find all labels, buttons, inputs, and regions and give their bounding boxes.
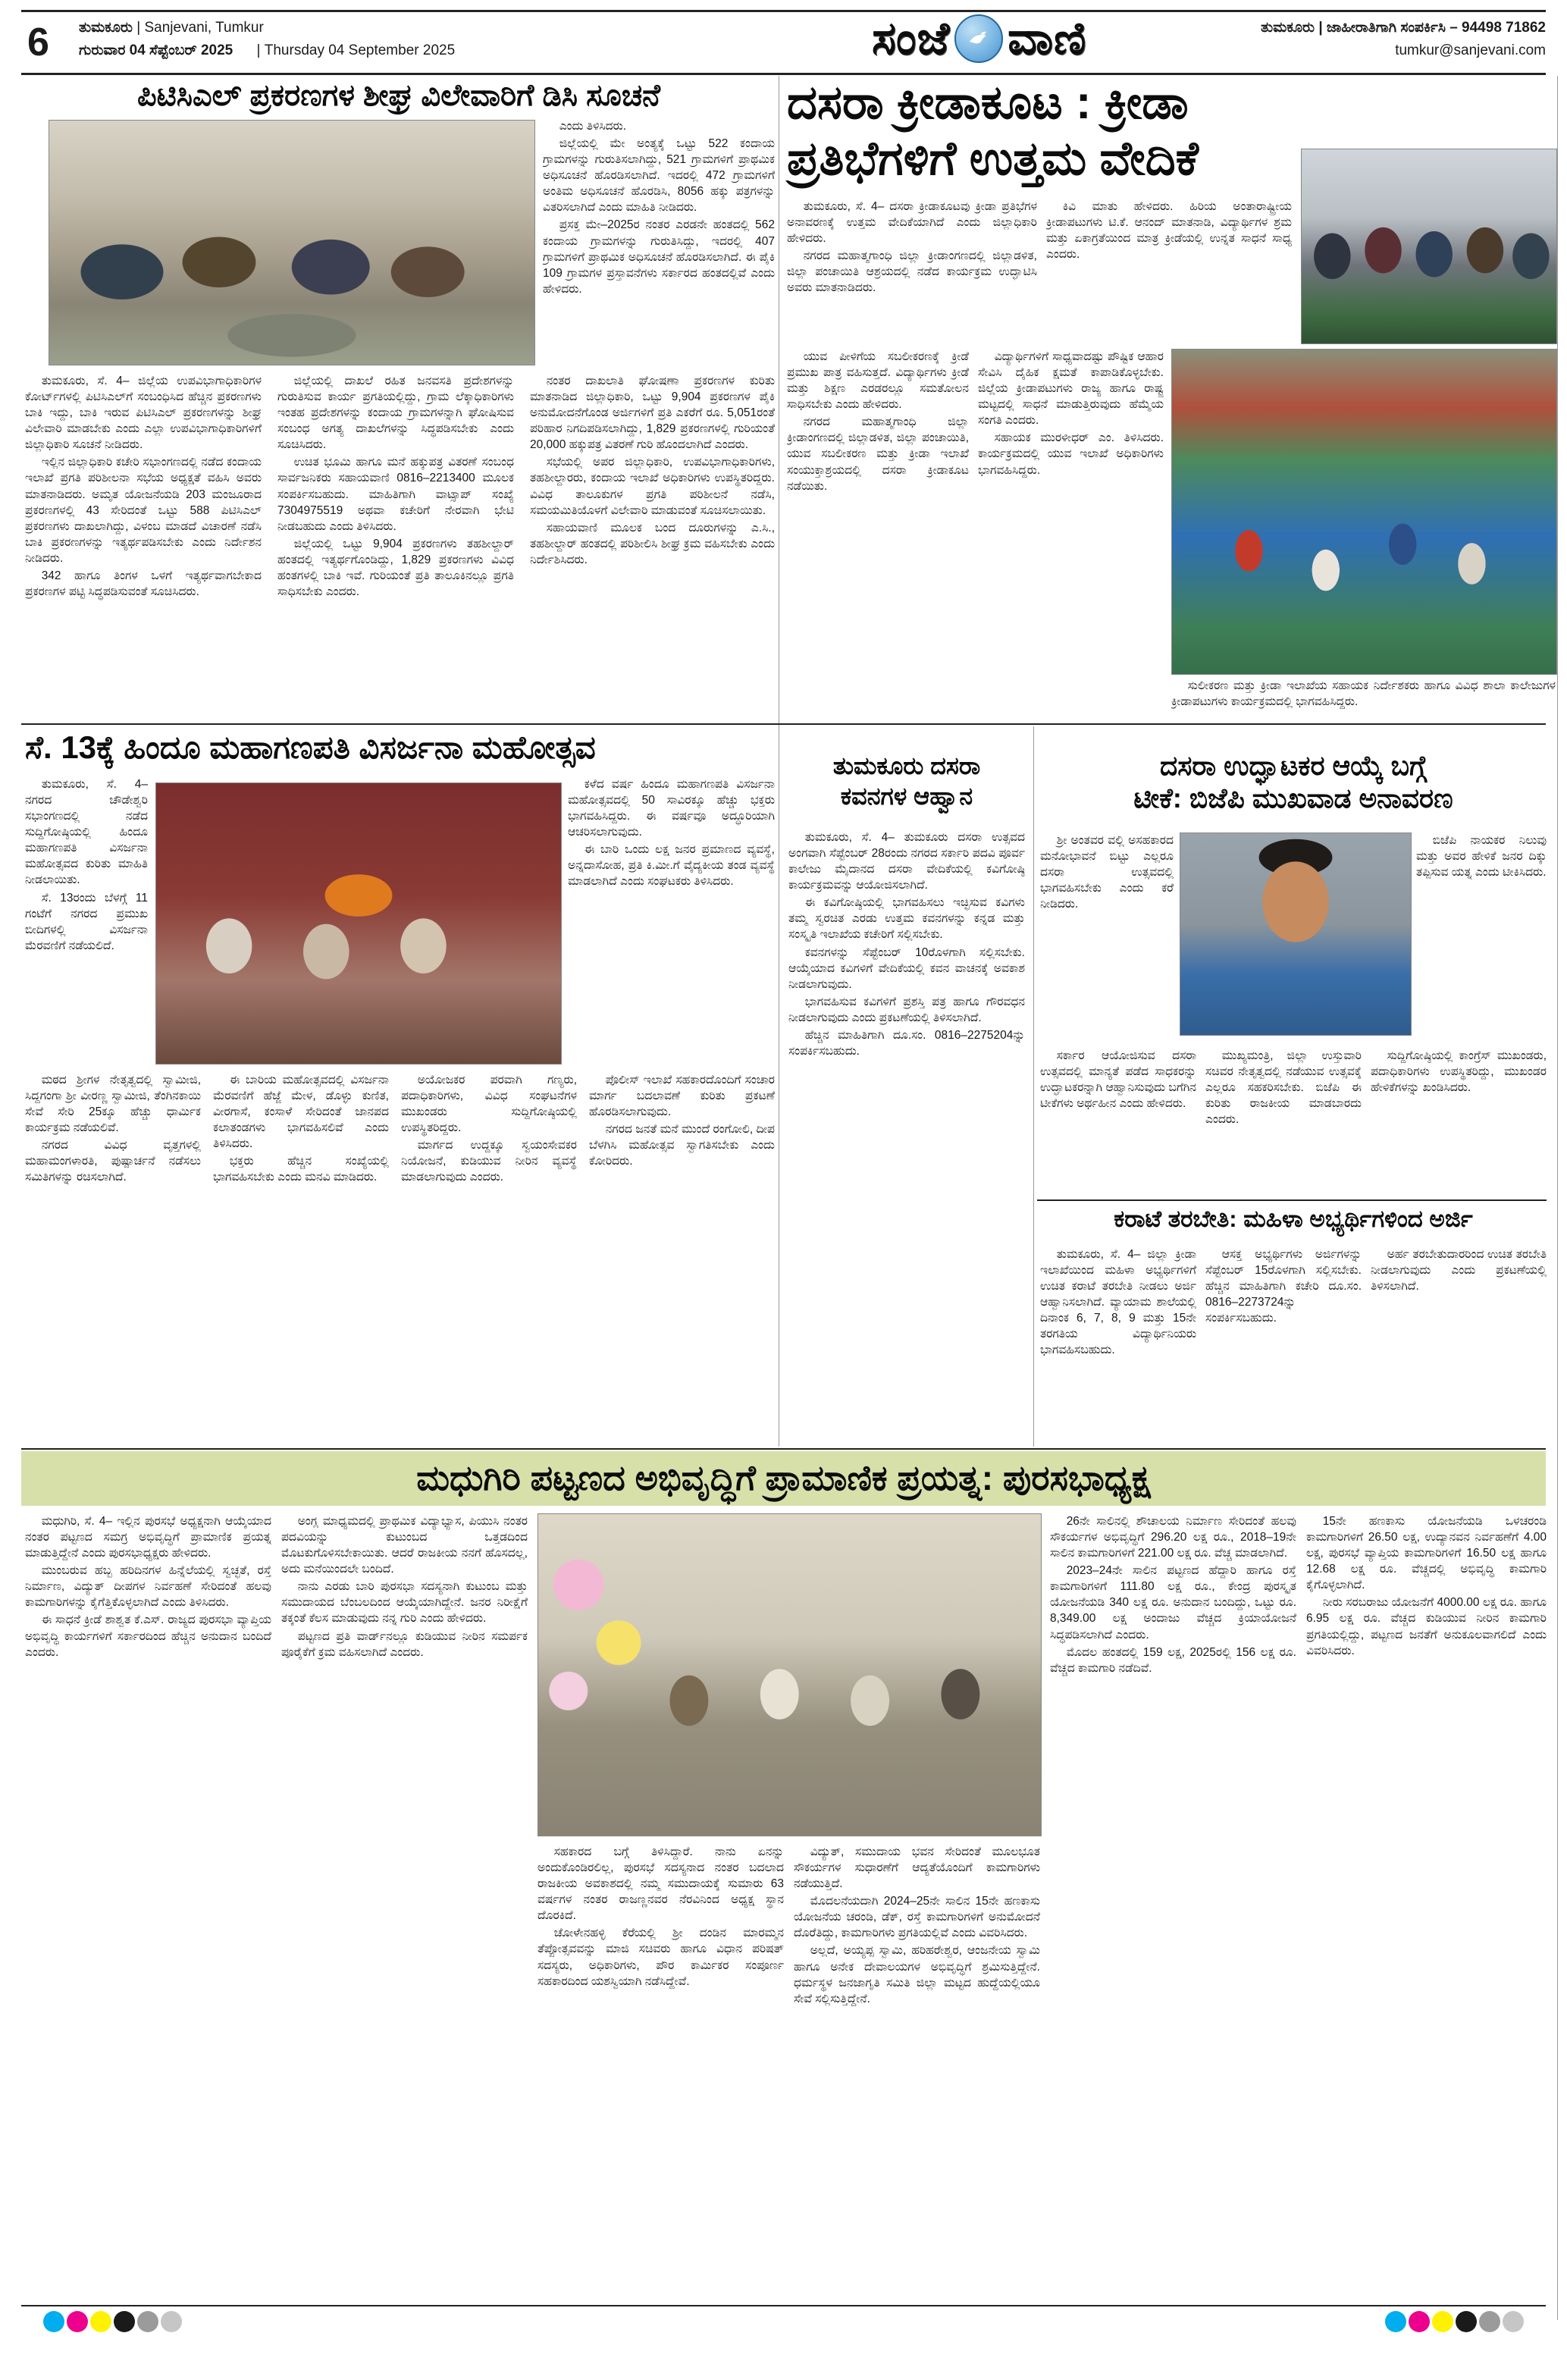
kavana-headline (785, 751, 1028, 811)
karate-headline: ಕರಾಟೆ ತರಬೇತಿ: ಮಹಿಳಾ ಅಭ್ಯರ್ಥಿಗಳಿಂದ ಅರ್ಜಿ (1114, 1206, 1473, 1232)
header-left-meta (79, 20, 455, 59)
body-paragraph: 26ನೇ ಸಾಲಿನಲ್ಲಿ ಶೌಚಾಲಯ ನಿರ್ಮಾಣ ಸೇರಿದಂತೆ ಹಲವು ಸೌಕರ್ಯಗಳ ಅಭಿವೃದ್ಧಿಗೆ 296.20 ಲಕ್ಷ ರೂ., 2018–19ನೇ ಸಾಲಿನ ಕಾಮಗಾರಿಗಳಿಗೆ 221.00 ಲಕ್ಷ ರೂ. ವೆಚ್ಚ ಮಾಡಲಾಗಿದೆ. (1050, 1515, 1296, 1560)
body-paragraph: ಪಟ್ಟಣದ ಪ್ರತಿ ವಾರ್ಡ್‌ನಲ್ಲೂ ಕುಡಿಯುವ ನೀರಿನ ಸಮರ್ಪಕ ಪೂರೈಕೆಗೆ ಕ್ರಮ ವಹಿಸಲಾಗಿದೆ ಎಂದರು. (281, 1629, 528, 1659)
body-paragraph: ನಗರದ ಜನತೆ ಮನೆ ಮುಂದೆ ರಂಗೋಲಿ, ದೀಪ ಬೆಳಗಿಸಿ ಮಹೋತ್ಸವ ಸ್ವಾಗತಿಸಬೇಕು ಎಂದು ಕೋರಿದರು. (589, 1123, 775, 1168)
section-rule (21, 723, 1546, 725)
body-paragraph: ತುಮಕೂರು, ಸೆ. 4– ಜಿಲ್ಲಾ ಕ್ರೀಡಾ ಇಲಾಖೆಯಿಂದ ಮಹಿಳಾ ಅಭ್ಯರ್ಥಿಗಳಿಗೆ ಉಚಿತ ಕರಾಟೆ ತರಬೇತಿ ನೀಡಲು ಅರ್ಜಿ ಆಹ್ವಾನಿಸಲಾಗಿದೆ. ವ್ಯಾಯಾಮ ಶಾಲೆಯಲ್ಲಿ ದಿನಾಂಕ 6, 7, 8, 9 ಮತ್ತು 15ನೇ ತರಗತಿಯ ವಿದ್ಯಾರ್ಥಿನಿಯರು ಭಾಗವಹಿಸಬಹುದು. (1040, 1248, 1196, 1357)
page-number: 6 (27, 20, 49, 64)
masthead-text-right: ವಾಣಿ (1008, 13, 1087, 64)
body-paragraph: ಕಿವಿ ಮಾತು ಹೇಳಿದರು. ಹಿರಿಯ ಅಂತಾರಾಷ್ಟ್ರೀಯ ಕ್ರೀಡಾಪಟುಗಳು ಟಿ.ಕೆ. ಆನಂದ್ ಮಾತನಾಡಿ, ವಿದ್ಯಾರ್ಥಿಗಳ ಶ್ರಮ ಮತ್ತು ಏಕಾಗ್ರತೆಯಿಂದ ಮಾತ್ರ ಕ್ರೀಡೆಯಲ್ಲಿ ಉನ್ನತ ಸಾಧನೆ ಸಾಧ್ಯ ಎಂದರು. (1046, 200, 1292, 262)
karate-top-rule (1037, 1199, 1547, 1201)
dove-icon (964, 24, 994, 54)
ptcl-headline: ಪಿಟಿಸಿಎಲ್ ಪ್ರಕರಣಗಳ ಶೀಘ್ರ ವಿಲೇವಾರಿಗೆ ಡಿಸಿ ಸೂಚನೆ (136, 79, 660, 112)
body-paragraph: ಮಧುಗಿರಿ, ಸೆ. 4– ಇಲ್ಲಿನ ಪುರಸಭೆ ಅಧ್ಯಕ್ಷನಾಗಿ ಆಯ್ಕೆಯಾದ ನಂತರ ಪಟ್ಟಣದ ಸಮಗ್ರ ಅಭಿವೃದ್ಧಿಗೆ ಪ್ರಾಮಾಣಿಕ ಪ್ರಯತ್ನ ಮಾಡುತ್ತಿದ್ದೇನೆ ಎಂದು ಪುರಸಭಾಧ್ಯಕ್ಷರು ಹೇಳಿದರು. (25, 1515, 271, 1560)
body-paragraph: ಸಹಾಯಕ ಮುರಳೀಧರ್ ಎಂ. ತಿಳಿಸಿದರು. ಕಾರ್ಯಕ್ರಮದಲ್ಲಿ ಯುವ ಇಲಾಖೆ ಅಧಿಕಾರಿಗಳು ಭಾಗವಹಿಸಿದ್ದರು. (978, 431, 1164, 477)
kavana-column (788, 829, 1025, 1442)
body-paragraph: ಅರ್ಹ ತರಬೇತುದಾರರಿಂದ ಉಚಿತ ತರಬೇತಿ ನೀಡಲಾಗುವುದು ಎಂದು ಪ್ರಕಟಣೆಯಲ್ಲಿ ತಿಳಿಸಲಾಗಿದೆ. (1371, 1248, 1547, 1293)
visarjana-left-column (25, 776, 148, 1065)
bjp-column-1 (1040, 1048, 1196, 1193)
body-paragraph: ಮೊದಲ ಹಂತದಲ್ಲಿ 159 ಲಕ್ಷ, 2025ರಲ್ಲಿ 156 ಲಕ್ಷ ರೂ. ವೆಚ್ಚದ ಕಾಮಗಾರಿ ನಡೆದಿವೆ. (1050, 1645, 1296, 1675)
body-paragraph: ಅಂಗ್ಲ ಮಾಧ್ಯಮದಲ್ಲಿ ಪ್ರಾಥಮಿಕ ವಿದ್ಯಾಭ್ಯಾಸ, ಪಿಯುಸಿ ನಂತರ ಪದವಿಯನ್ನು ಕುಟುಂಬದ ಒತ್ತಡದಿಂದ ಮೊಟಕುಗೊಳಿಸಬೇಕಾಯಿತು. ಆದರೆ ರಾಜಕೀಯ ನನಗೆ ಹೊಸದಲ್ಲ, ಅದು ಮನೆಯಿಂದಲೇ ಬಂದಿದೆ. (281, 1515, 528, 1576)
visarjana-column-4 (589, 1072, 775, 1444)
body-paragraph: 2023–24ನೇ ಸಾಲಿನ ಪಟ್ಟಣದ ಹೆದ್ದಾರಿ ಹಾಗೂ ರಸ್ತೆ ಕಾಮಗಾರಿಗಳಿಗೆ 111.80 ಲಕ್ಷ ರೂ., ಕೇಂದ್ರ ಪುರಸ್ಕೃತ ಯೋಜನೆಯಡಿ 340 ಲಕ್ಷ ರೂ. ಅನುದಾನ ಬಂದಿದ್ದು, ಒಟ್ಟು ರೂ. 8,349.00 ಲಕ್ಷ ಅಂದಾಜು ವೆಚ್ಚದ ಕ್ರಿಯಾಯೋಜನೆ ಸಿದ್ಧಪಡಿಸಲಾಗಿದೆ ಎಂದರು. (1050, 1564, 1296, 1642)
body-paragraph: ಮೊದಲನೆಯದಾಗಿ 2024–25ನೇ ಸಾಲಿನ 15ನೇ ಹಣಕಾಸು ಯೋಜನೆಯ ಚರಂಡಿ, ಡೆಕ್, ರಸ್ತೆ ಕಾಮಗಾರಿಗಳಿಗೆ ಅನುಮೋದನೆ ದೊರೆತಿದ್ದು, ಕಾಮಗಾರಿಗಳು ಪ್ರಗತಿಯಲ್ಲಿವೆ ಎಂದು ವಿವರಿಸಿದರು. (794, 1895, 1040, 1940)
body-paragraph: ಜಿಲ್ಲೆಯಲ್ಲಿ ದಾಖಲೆ ರಹಿತ ಜನವಸತಿ ಪ್ರದೇಶಗಳನ್ನು ಗುರುತಿಸುವ ಕಾರ್ಯ ಪ್ರಗತಿಯಲ್ಲಿದ್ದು, ಗ್ರಾಮ ಲೆಕ್ಕಾಧಿಕಾರಿಗಳು ಇಂತಹ ಪ್ರದೇಶಗಳನ್ನು ಕಂದಾಯ ಗ್ರಾಮಗಳನ್ನಾಗಿ ಘೋಷಿಸುವ ಸಂಬಂಧ ಅಗತ್ಯ ದಾಖಲೆಗಳನ್ನು ಸಿದ್ಧಪಡಿಸಬೇಕು ಎಂದು ಸೂಚಿಸಿದರು. (277, 375, 514, 452)
header-edition: | Sanjevani, Tumkur (136, 20, 264, 36)
header-date-en: | Thursday 04 September 2025 (256, 42, 456, 58)
page-edge-rule (1557, 76, 1558, 2320)
masthead-dove-logo-icon (954, 14, 1003, 63)
visarjana-column-3 (401, 1072, 577, 1444)
bottom-rule (21, 2305, 1546, 2306)
print-registration-dot-magenta (67, 2311, 88, 2332)
dasara-sports-intro-column-1 (787, 199, 1037, 343)
column-divider (1033, 726, 1034, 1447)
ptcl-column-1 (25, 373, 262, 719)
visarjana-column-2 (213, 1072, 389, 1444)
kavana-headline-line2: ಕವನಗಳ ಆಹ್ವಾನ (840, 782, 973, 810)
karate-column-3 (1371, 1246, 1547, 1444)
body-paragraph: ಯುವ ಪೀಳಿಗೆಯ ಸಬಲೀಕರಣಕ್ಕೆ ಕ್ರೀಡೆ ಪ್ರಮುಖ ಪಾತ್ರ ವಹಿಸುತ್ತದೆ. ವಿದ್ಯಾರ್ಥಿಗಳು ಕ್ರೀಡೆ ಮತ್ತು ಶಿಕ್ಷಣ ಎರಡರಲ್ಲೂ ಸಮತೋಲನ ಸಾಧಿಸಬೇಕು ಎಂದು ಹೇಳಿದರು. (787, 350, 969, 412)
print-registration-dot-silver (1503, 2311, 1524, 2332)
body-paragraph: ಕವನಗಳನ್ನು ಸೆಪ್ಟೆಂಬರ್ 10ರೊಳಗಾಗಿ ಸಲ್ಲಿಸಬೇಕು. ಆಯ್ಕೆಯಾದ ಕವಿಗಳಿಗೆ ವೇದಿಕೆಯಲ್ಲಿ ಕವನ ವಾಚನಕ್ಕೆ ಅವಕಾಶ ನೀಡಲಾಗುವುದು. (788, 945, 1025, 991)
body-paragraph: ಭಾಗವಹಿಸುವ ಕವಿಗಳಿಗೆ ಪ್ರಶಸ್ತಿ ಪತ್ರ ಹಾಗೂ ಗೌರವಧನ ನೀಡಲಾಗುವುದು ಎಂದು ಪ್ರಕಟಣೆಯಲ್ಲಿ ತಿಳಿಸಲಾಗಿದೆ. (788, 995, 1025, 1024)
madhugiri-column-5 (1050, 1513, 1296, 2303)
dasara-sports-column-2 (978, 349, 1164, 719)
kabaddi-match-photo (1171, 349, 1557, 675)
body-paragraph: ವಿದ್ಯುತ್, ಸಮುದಾಯ ಭವನ ಸೇರಿದಂತೆ ಮೂಲಭೂತ ಸೌಕರ್ಯಗಳ ಸುಧಾರಣೆಗೆ ಆದ್ಯತೆಯೊಂದಿಗೆ ಕಾಮಗಾರಿಗಳು ನಡೆಯುತ್ತಿದೆ. (794, 1845, 1040, 1891)
body-paragraph: ಅಲ್ಲದೆ, ಅಯ್ಯಪ್ಪ ಸ್ವಾಮಿ, ಹರಿಹರೇಶ್ವರ, ಆಂಜನೇಯ ಸ್ವಾಮಿ ಹಾಗೂ ಅನೇಕ ದೇವಾಲಯಗಳ ಅಭಿವೃದ್ಧಿಗೆ ಶ್ರಮಿಸುತ್ತಿದ್ದೇನೆ. ಧರ್ಮಸ್ಥಳ ಜನಜಾಗೃತಿ ಸಮಿತಿ ಜಿಲ್ಲಾ ಮಟ್ಟದ ಹುದ್ದೆಯಲ್ಲಿಯೂ ಸೇವೆ ಸಲ್ಲಿಸುತ್ತಿದ್ದೇನೆ. (794, 1944, 1040, 2005)
section-rule (21, 1448, 1546, 1450)
bjp-left-column (1040, 833, 1174, 1039)
body-paragraph: ಸೆ. 13ರಂದು ಬೆಳಗ್ಗೆ 11 ಗಂಟೆಗೆ ನಗರದ ಪ್ರಮುಖ ಬೀದಿಗಳಲ್ಲಿ ವಿಸರ್ಜನಾ ಮೆರವಣಿಗೆ ನಡೆಯಲಿದೆ. (25, 891, 148, 952)
body-paragraph: ವಿದ್ಯಾರ್ಥಿಗಳಿಗೆ ಸಾಧ್ಯವಾದಷ್ಟು ಪೌಷ್ಟಿಕ ಆಹಾರ ಸೇವಿಸಿ ದೈಹಿಕ ಕ್ಷಮತೆ ಕಾಪಾಡಿಕೊಳ್ಳಬೇಕು. ಜಿಲ್ಲೆಯ ಕ್ರೀಡಾಪಟುಗಳು ರಾಜ್ಯ ಹಾಗೂ ರಾಷ್ಟ್ರ ಮಟ್ಟದಲ್ಲಿ ಸಾಧನೆ ಮಾಡುತ್ತಿರುವುದು ಹೆಮ್ಮೆಯ ಸಂಗತಿ ಎಂದರು. (978, 350, 1164, 428)
header-bottom-rule (21, 73, 1546, 75)
header-right-meta (1261, 20, 1546, 59)
body-paragraph: ನಂತರ ದಾಖಲಾತಿ ಘೋಷಣಾ ಪ್ರಕರಣಗಳ ಕುರಿತು ಮಾತನಾಡಿದ ಜಿಲ್ಲಾಧಿಕಾರಿ, ಒಟ್ಟು 9,904 ಪ್ರಕರಣಗಳ ಪೈಕಿ ಅನುಮೋದನೆಗೊಂಡ ಅರ್ಜಿಗಳಿಗೆ ಪ್ರತಿ ಎಕರೆಗೆ ರೂ. 5,051ರಂತೆ ಪರಿಹಾರ ನಿಗದಿಪಡಿಸಲಾಗಿದ್ದು, 1,829 ಪ್ರಕರಣಗಳಲ್ಲಿ ಗುರಿಯಂತೆ 20,000 ಹಕ್ಕುಪತ್ರ ವಿತರಣೆ ಗುರಿ ಹೊಂದಲಾಗಿದೆ ಎಂದರು. (530, 375, 775, 452)
bjp-headline-line2: ಟೀಕೆ: ಬಿಜೆಪಿ ಮುಖವಾಡ ಅನಾವರಣ (1133, 782, 1453, 814)
dasara-sports-column-1 (787, 349, 969, 719)
dasara-sports-headline-line1: ದಸರಾ ಕ್ರೀಡಾಕೂಟ : ಕ್ರೀಡಾ (787, 77, 1189, 129)
body-paragraph: ಸಭೆಯಲ್ಲಿ ಅಪರ ಜಿಲ್ಲಾಧಿಕಾರಿ, ಉಪವಿಭಾಗಾಧಿಕಾರಿಗಳು, ತಹಶೀಲ್ದಾರರು, ಕಂದಾಯ ಇಲಾಖೆ ಅಧಿಕಾರಿಗಳು ಉಪಸ್ಥಿತರಿದ್ದರು. ವಿವಿಧ ತಾಲೂಕುಗಳ ಪ್ರಗತಿ ಪರಿಶೀಲನೆ ನಡೆಸಿ, ಸಮಯಮಿತಿಯೊಳಗೆ ವಿಲೇವಾರಿ ಮಾಡುವಂತೆ ಸೂಚಿಸಲಾಯಿತು. (530, 456, 775, 517)
print-registration-dot-cyan (43, 2311, 64, 2332)
visarjana-press-meet-photo (155, 782, 562, 1065)
visarjana-headline: ಸೆ. 13ಕ್ಕೆ ಹಿಂದೂ ಮಹಾಗಣಪತಿ ವಿಸರ್ಜನಾ ಮಹೋತ್ಸವ (25, 729, 596, 765)
body-paragraph: ಆಸಕ್ತ ಅಭ್ಯರ್ಥಿಗಳು ಅರ್ಜಿಗಳನ್ನು ಸೆಪ್ಟೆಂಬರ್ 15ರೊಳಗಾಗಿ ಸಲ್ಲಿಸಬೇಕು. ಹೆಚ್ಚಿನ ಮಾಹಿತಿಗಾಗಿ ಕಚೇರಿ ದೂ.ಸಂ. 0816–2273724ನ್ನು ಸಂಪರ್ಕಿಸಬಹುದು. (1205, 1248, 1362, 1325)
karate-column-2 (1205, 1246, 1362, 1444)
body-paragraph: ಮುಂಬರುವ ಹಬ್ಬ ಹರಿದಿನಗಳ ಹಿನ್ನೆಲೆಯಲ್ಲಿ ಸ್ವಚ್ಛತೆ, ರಸ್ತೆ ನಿರ್ಮಾಣ, ವಿದ್ಯುತ್ ದೀಪಗಳ ನಿರ್ವಹಣೆ ಸೇರಿದಂತೆ ಹಲವು ಕಾಮಗಾರಿಗಳನ್ನು ಕೈಗೆತ್ತಿಕೊಳ್ಳಲಾಗಿದೆ ಎಂದು ತಿಳಿಸಿದರು. (25, 1564, 271, 1610)
body-paragraph: ಬಿಜೆಪಿ ನಾಯಕರ ನಿಲುವು ಮತ್ತು ಅವರ ಹೇಳಿಕೆ ಜನರ ದಿಕ್ಕು ತಪ್ಪಿಸುವ ಯತ್ನ ಎಂದು ಟೀಕಿಸಿದರು. (1416, 834, 1547, 880)
print-registration-dot-black (114, 2311, 135, 2332)
bjp-headline-line1: ದಸರಾ ಉದ್ಘಾಟಕರ ಆಯ್ಕೆ ಬಗ್ಗೆ (1159, 750, 1428, 781)
body-paragraph: ಶ್ರೀ ಅಂತವರ ವಲ್ಲಿ ಅಸಹಕಾರದ ಮನೋಭಾವನೆ ಬಿಟ್ಟು ಎಲ್ಲರೂ ದಸರಾ ಉತ್ಸವದಲ್ಲಿ ಭಾಗವಹಿಸಬೇಕು ಎಂದು ಕರೆ ನೀಡಿದರು. (1040, 834, 1174, 911)
header-city: ತುಮಕೂರು (79, 20, 133, 36)
ptcl-column-2 (277, 373, 514, 719)
body-paragraph: ಮಾರ್ಗದ ಉದ್ದಕ್ಕೂ ಸ್ವಯಂಸೇವಕರ ನಿಯೋಜನೆ, ಕುಡಿಯುವ ನೀರಿನ ವ್ಯವಸ್ಥೆ ಮಾಡಲಾಗುವುದು ಎಂದರು. (401, 1139, 577, 1184)
body-paragraph: 15ನೇ ಹಣಕಾಸು ಯೋಜನೆಯಡಿ ಒಳಚರಂಡಿ ಕಾಮಗಾರಿಗಳಿಗೆ 26.50 ಲಕ್ಷ, ಉದ್ಯಾನವನ ನಿರ್ವಹಣೆಗೆ 4.00 ಲಕ್ಷ, ಪುರಸಭೆ ವ್ಯಾಪ್ತಿಯ ಕಾಮಗಾರಿಗಳಿಗೆ 16.50 ಲಕ್ಷ ಹಾಗೂ 12.68 ಲಕ್ಷ ರೂ. ವೆಚ್ಚದಲ್ಲಿ ಅಭಿವೃದ್ಧಿ ಕಾಮಗಾರಿ ಕೈಗೊಳ್ಳಲಾಗಿದೆ. (1306, 1515, 1547, 1592)
body-paragraph: ಇಲ್ಲಿನ ಜಿಲ್ಲಾಧಿಕಾರಿ ಕಚೇರಿ ಸಭಾಂಗಣದಲ್ಲಿ ನಡೆದ ಕಂದಾಯ ಇಲಾಖೆ ಪ್ರಗತಿ ಪರಿಶೀಲನಾ ಸಭೆಯ ಅಧ್ಯಕ್ಷತೆ ವಹಿಸಿ ಅವರು ಮಾತನಾಡಿದರು. ಅಮೃತ ಯೋಜನೆಯಡಿ 203 ಮಂಜೂರಾದ ಪ್ರಕರಣಗಳಲ್ಲಿ 43 ಸೇರಿದಂತೆ ಒಟ್ಟು 588 ಪಿಟಿಸಿಎಲ್ ಪ್ರಕರಣಗಳು ದಾಖಲಾಗಿದ್ದು, ವಿಳಂಬ ಮಾಡದೆ ವಿಚಾರಣೆ ನಡೆಸಿ ಬಾಕಿ ಪ್ರಕರಣಗಳನ್ನು ಇತ್ಯರ್ಥಪಡಿಸಬೇಕು ಎಂದು ನಿರ್ದೇಶನ ನೀಡಿದರು. (25, 456, 262, 565)
bjp-leader-portrait-photo (1180, 833, 1412, 1036)
body-paragraph: ನೀರು ಸರಬರಾಜು ಯೋಜನೆಗೆ 4000.00 ಲಕ್ಷ ರೂ. ಹಾಗೂ 6.95 ಲಕ್ಷ ರೂ. ವೆಚ್ಚದ ಕುಡಿಯುವ ನೀರಿನ ಕಾಮಗಾರಿ ಪ್ರಗತಿಯಲ್ಲಿದ್ದು, ಪಟ್ಟಣದ ಜನತೆಗೆ ಅನುಕೂಲವಾಗಲಿದೆ ಎಂದು ವಿವರಿಸಿದರು. (1306, 1596, 1547, 1657)
body-paragraph: ಉಚಿತ ಭೂಮಿ ಹಾಗೂ ಮನೆ ಹಕ್ಕುಪತ್ರ ವಿತರಣೆ ಸಂಬಂಧ ಸಾರ್ವಜನಿಕರು ಸಹಾಯವಾಣಿ 0816–2213400 ಮೂಲಕ ಸಂಪರ್ಕಿಸಬಹುದು. ಮಾಹಿತಿಗಾಗಿ ವಾಟ್ಸಾಪ್ ಸಂಖ್ಯೆ 7304975519 ಅಥವಾ ಕಚೇರಿಗೆ ನೇರವಾಗಿ ಭೇಟಿ ನೀಡಬಹುದು ಎಂದು ತಿಳಿಸಿದರು. (277, 456, 514, 533)
body-paragraph: ಸುಲೀಕರಣ ಮತ್ತು ಕ್ರೀಡಾ ಇಲಾಖೆಯ ಸಹಾಯಕ ನಿರ್ದೇಶಕರು ಹಾಗೂ ವಿವಿಧ ಶಾಲಾ ಕಾಲೇಜುಗಳ ಕ್ರೀಡಾಪಟುಗಳು ಕಾರ್ಯಕ್ರಮದಲ್ಲಿ ಭಾಗವಹಿಸಿದ್ದರು. (1171, 679, 1556, 709)
body-paragraph: ನಾನು ಎರಡು ಬಾರಿ ಪುರಸಭಾ ಸದಸ್ಯನಾಗಿ ಕುಟುಂಬ ಮತ್ತು ಸಮುದಾಯದ ಬೆಂಬಲದಿಂದ ಆಯ್ಕೆಯಾಗಿದ್ದೇನೆ. ಜನರ ನಿರೀಕ್ಷೆಗೆ ತಕ್ಕಂತೆ ಕೆಲಸ ಮಾಡುವುದು ನನ್ನ ಗುರಿ ಎಂದು ಹೇಳಿದರು. (281, 1580, 528, 1626)
body-paragraph: ಮಠದ ಶ್ರೀಗಳ ನೇತೃತ್ವದಲ್ಲಿ ಸ್ವಾಮೀಜಿ, ಸಿದ್ದಗಂಗಾ ಶ್ರೀ ವೀರಣ್ಣ ಸ್ವಾಮೀಜಿ, ತೆಂಗಿನಕಾಯಿ ಸೇವೆ ಸೇರಿ 25ಕ್ಕೂ ಹೆಚ್ಚು ಧಾರ್ಮಿಕ ಕಾರ್ಯಕ್ರಮ ನಡೆಯಲಿವೆ. (25, 1074, 201, 1135)
body-paragraph: ಈ ಬಾರಿ ಒಂದು ಲಕ್ಷ ಜನರ ಪ್ರಮಾಣದ ವ್ಯವಸ್ಥೆ, ಅನ್ನದಾಸೋಹ, ಪ್ರತಿ ಕಿ.ಮೀ.ಗೆ ವೈದ್ಯಕೀಯ ತಂಡ ವ್ಯವಸ್ಥೆ ಮಾಡಲಾಗಿದೆ ಎಂದು ಸಂಘಟಕರು ತಿಳಿಸಿದರು. (568, 843, 775, 889)
madhugiri-column-2 (281, 1513, 528, 2303)
body-paragraph: ಎಂದು ತಿಳಿಸಿದರು. (559, 120, 627, 133)
header-email: tumkur@sanjevani.com (1395, 42, 1546, 58)
print-registration-dot-silver (161, 2311, 182, 2332)
body-paragraph: ನಗರದ ವಿವಿಧ ವೃತ್ತಗಳಲ್ಲಿ ಮಹಾಮಂಗಳಾರತಿ, ಪುಷ್ಪಾರ್ಚನೆ ನಡೆಸಲು ಸಮಿತಿಗಳನ್ನು ರಚಿಸಲಾಗಿದೆ. (25, 1139, 201, 1184)
header-contact: ತುಮಕೂರು | ಜಾಹೀರಾತಿಗಾಗಿ ಸಂಪರ್ಕಿಸಿ – 94498 71862 (1261, 20, 1546, 36)
ptcl-column-3 (530, 373, 775, 719)
body-paragraph: ಈ ಕವಿಗೋಷ್ಠಿಯಲ್ಲಿ ಭಾಗವಹಿಸಲು ಇಚ್ಛಿಸುವ ಕವಿಗಳು ತಮ್ಮ ಸ್ವರಚಿತ ಎರಡು ಉತ್ತಮ ಕವನಗಳನ್ನು ಕನ್ನಡ ಮತ್ತು ಸಂಸ್ಕೃತಿ ಇಲಾಖೆಯ ಕಚೇರಿಗೆ ಸಲ್ಲಿಸಬೇಕು. (788, 896, 1025, 942)
header-top-rule (21, 10, 1546, 12)
dc-meeting-photo (49, 120, 535, 365)
dasara-sports-headline-line2: ಪ್ರತಿಭೆಗಳಿಗೆ ಉತ್ತಮ ವೇದಿಕೆ (787, 133, 1199, 185)
print-registration-dot-black (1456, 2311, 1477, 2332)
body-paragraph: ನಗರದ ಮಹಾತ್ಮಗಾಂಧಿ ಜಿಲ್ಲಾ ಕ್ರೀಡಾಂಗಣದಲ್ಲಿ ಜಿಲ್ಲಾಡಳಿತ, ಜಿಲ್ಲಾ ಪಂಚಾಯಿತಿ ಆಶ್ರಯದಲ್ಲಿ ನಡೆದ ಕಾರ್ಯಕ್ರಮ ಉದ್ಘಾಟಿಸಿ ಅವರು ಮಾತನಾಡಿದರು. (787, 249, 1037, 295)
karate-column-1 (1040, 1246, 1196, 1444)
body-paragraph: ಸಹಾಯವಾಣಿ ಮೂಲಕ ಬಂದ ದೂರುಗಳನ್ನು ಎ.ಸಿ., ತಹಶೀಲ್ದಾರ್ ಹಂತದಲ್ಲಿ ಪರಿಶೀಲಿಸಿ ಶೀಘ್ರ ಕ್ರಮ ವಹಿಸಬೇಕು ಎಂದು ನಿರ್ದೇಶಿಸಿದರು. (530, 521, 775, 566)
print-registration-dot-yellow (90, 2311, 111, 2332)
madhugiri-column-3 (537, 1844, 784, 2303)
ribbon-cutting-photo (537, 1513, 1042, 1836)
print-registration-dot-magenta (1409, 2311, 1430, 2332)
print-registration-dot-gray (1479, 2311, 1500, 2332)
body-paragraph: ಹೆಚ್ಚಿನ ಮಾಹಿತಿಗಾಗಿ ದೂ.ಸಂ. 0816–2275204ನ್ನು ಸಂಪರ್ಕಿಸಬಹುದು. (788, 1028, 1025, 1058)
madhugiri-headline: ಮಧುಗಿರಿ ಪಟ್ಟಣದ ಅಭಿವೃದ್ಧಿಗೆ ಪ್ರಾಮಾಣಿಕ ಪ್ರಯತ್ನ: ಪುರಸಭಾಧ್ಯಕ್ಷ (416, 1458, 1151, 1498)
madhugiri-headline-band (21, 1451, 1546, 1506)
bjp-right-column (1416, 833, 1547, 1039)
body-paragraph: ಜಿಲ್ಲೆಯಲ್ಲಿ ಒಟ್ಟು 9,904 ಪ್ರಕರಣಗಳು ತಹಶೀಲ್ದಾರ್ ಹಂತದಲ್ಲಿ ಇತ್ಯರ್ಥಗೊಂಡಿದ್ದು, 1,829 ಪ್ರಕರಣಗಳು ವಿವಿಧ ಹಂತಗಳಲ್ಲಿ ಬಾಕಿ ಇವೆ. ಗುರಿಯಂತೆ ಪ್ರತಿ ತಾಲೂಕಿನಲ್ಲೂ ಪ್ರಗತಿ ಸಾಧಿಸಬೇಕು ಎಂದರು. (277, 537, 514, 599)
body-paragraph: ನಗರದ ಮಹಾತ್ಮಗಾಂಧಿ ಜಿಲ್ಲಾ ಕ್ರೀಡಾಂಗಣದಲ್ಲಿ ಜಿಲ್ಲಾಡಳಿತ, ಜಿಲ್ಲಾ ಪಂಚಾಯಿತಿ, ಯುವ ಸಬಲೀಕರಣ ಮತ್ತು ಕ್ರೀಡಾ ಇಲಾಖೆ ಸಂಯುಕ್ತಾಶ್ರಯದಲ್ಲಿ ದಸರಾ ಕ್ರೀಡಾಕೂಟ ನಡೆಯಿತು. (787, 415, 969, 493)
sports-dignitaries-photo (1301, 149, 1557, 344)
body-paragraph: ತುಮಕೂರು, ಸೆ. 4– ದಸರಾ ಕ್ರೀಡಾಕೂಟವು ಕ್ರೀಡಾ ಪ್ರತಿಭೆಗಳ ಅನಾವರಣಕ್ಕೆ ಉತ್ತಮ ವೇದಿಕೆಯಾಗಿದೆ ಎಂದು ಜಿಲ್ಲಾಧಿಕಾರಿ ಹೇಳಿದರು. (787, 200, 1037, 246)
dasara-sports-intro-column-2 (1046, 199, 1292, 343)
ptcl-side-column (543, 118, 775, 365)
madhugiri-column-4 (794, 1844, 1040, 2303)
print-registration-dot-gray (137, 2311, 158, 2332)
body-paragraph: ಈ ಸಾಧನೆ ಕ್ರೀಡೆ ಶಾಶ್ವತ ಕೆ.ಎಸ್. ರಾಜ್ಯದ ಪುರಸಭಾ ವ್ಯಾಪ್ತಿಯ ಅಭಿವೃದ್ಧಿ ಕಾರ್ಯಗಳಿಗೆ ಸರ್ಕಾರದಿಂದ ಹೆಚ್ಚಿನ ಅನುದಾನ ಬಂದಿದೆ ಎಂದರು. (25, 1613, 271, 1659)
dasara-sports-photo-strip-text (1171, 678, 1556, 719)
body-paragraph: ಪೊಲೀಸ್ ಇಲಾಖೆ ಸಹಕಾರದೊಂದಿಗೆ ಸಂಚಾರ ಮಾರ್ಗ ಬದಲಾವಣೆ ಕುರಿತು ಪ್ರಕಟಣೆ ಹೊರಡಿಸಲಾಗುವುದು. (589, 1074, 775, 1119)
body-paragraph: ಚೋಳೇನಹಳ್ಳಿ ಕೆರೆಯಲ್ಲಿ ಶ್ರೀ ದಂಡಿನ ಮಾರಮ್ಮನ ತೆಪ್ಪೋತ್ಸವವನ್ನು ಮಾಜಿ ಸಚಿವರು ಹಾಗೂ ವಿಧಾನ ಪರಿಷತ್ ಸದಸ್ಯರು, ಅಧಿಕಾರಿಗಳು, ಪೌರ ಕಾರ್ಮಿಕರ ಸಂಪೂರ್ಣ ಸಹಕಾರದಿಂದ ಯಶಸ್ವಿಯಾಗಿ ನಡೆಸಿದ್ದೇವೆ. (537, 1927, 784, 1988)
body-paragraph: ಪ್ರಸಕ್ತ ಮೇ–2025ರ ನಂತರ ಎರಡನೇ ಹಂತದಲ್ಲಿ 562 ಕಂದಾಯ ಗ್ರಾಮಗಳನ್ನು ಗುರುತಿಸಿದ್ದು, ಇದರಲ್ಲಿ 407 ಗ್ರಾಮಗಳಿಗೆ ಪ್ರಾಥಮಿಕ ಅಧಿಸೂಚನೆ ಹೊರಡಿಸಲಾಗಿದೆ. ಈ ಪೈಕಿ 109 ಗ್ರಾಮಗಳ ಪ್ರಸ್ತಾವನೆಗಳು ಸರ್ಕಾರದ ಹಂತದಲ್ಲಿವೆ ಎಂದು ಹೇಳಿದರು. (543, 218, 775, 296)
body-paragraph: ತುಮಕೂರು, ಸೆ. 4– ತುಮಕೂರು ದಸರಾ ಉತ್ಸವದ ಅಂಗವಾಗಿ ಸೆಪ್ಟೆಂಬರ್ 28ರಂದು ನಗರದ ಸರ್ಕಾರಿ ಪದವಿ ಪೂರ್ವ ಕಾಲೇಜು ಮೈದಾನದ ದಸರಾ ವೇದಿಕೆಯಲ್ಲಿ ಕವಿಗೋಷ್ಠಿ ಕಾರ್ಯಕ್ರಮವನ್ನು ಆಯೋಜಿಸಲಾಗಿದೆ. (788, 831, 1025, 892)
body-paragraph: ತುಮಕೂರು, ಸೆ. 4– ನಗರದ ಚೌಡೇಶ್ವರಿ ಸಭಾಂಗಣದಲ್ಲಿ ನಡೆದ ಸುದ್ದಿಗೋಷ್ಠಿಯಲ್ಲಿ ಹಿಂದೂ ಮಹಾಗಣಪತಿ ವಿಸರ್ಜನಾ ಮಹೋತ್ಸವದ ಕುರಿತು ಮಾಹಿತಿ ನೀಡಲಾಯಿತು. (25, 778, 148, 887)
bjp-column-3 (1371, 1048, 1547, 1193)
masthead-text-left: ಸಂಜೆ (872, 13, 951, 64)
body-paragraph: ಸುದ್ದಿಗೋಷ್ಠಿಯಲ್ಲಿ ಕಾಂಗ್ರೆಸ್ ಮುಖಂಡರು, ಪದಾಧಿಕಾರಿಗಳು ಉಪಸ್ಥಿತರಿದ್ದು, ಮುಖಂಡರ ಹೇಳಿಕೆಗಳನ್ನು ಖಂಡಿಸಿದರು. (1371, 1049, 1547, 1095)
body-paragraph: ತುಮಕೂರು, ಸೆ. 4– ಜಿಲ್ಲೆಯ ಉಪವಿಭಾಗಾಧಿಕಾರಿಗಳ ಕೋರ್ಟ್‌ಗಳಲ್ಲಿ ಪಿಟಿಸಿಎಲ್‌ಗೆ ಸಂಬಂಧಿಸಿದ ಹೆಚ್ಚಿನ ಪ್ರಕರಣಗಳು ಬಾಕಿ ಇದ್ದು, ಬಾಕಿ ಇರುವ ಪಿಟಿಸಿಎಲ್ ಪ್ರಕರಣಗಳನ್ನು ಶೀಘ್ರ ವಿಲೇವಾರಿ ಮಾಡಬೇಕು ಎಂದು ಎಲ್ಲಾ ಉಪವಿಭಾಗಾಧಿಕಾರಿಗಳಿಗೆ ಜಿಲ್ಲಾಧಿಕಾರಿ ಸೂಚನೆ ನೀಡಿದರು. (25, 375, 262, 452)
madhugiri-column-6 (1306, 1513, 1547, 2303)
body-paragraph: ಕಳೆದ ವರ್ಷ ಹಿಂದೂ ಮಹಾಗಣಪತಿ ವಿಸರ್ಜನಾ ಮಹೋತ್ಸವದಲ್ಲಿ 50 ಸಾವಿರಕ್ಕೂ ಹೆಚ್ಚು ಭಕ್ತರು ಭಾಗವಹಿಸಿದ್ದರು. ಈ ವರ್ಷವೂ ಅದ್ಧೂರಿಯಾಗಿ ಆಚರಿಸಲಾಗುವುದು. (568, 778, 775, 839)
body-paragraph: ಸಹಕಾರದ ಬಗ್ಗೆ ತಿಳಿಸಿದ್ದಾರೆ. ನಾನು ಏನನ್ನು ಅಂದುಕೊಂಡಿರಲಿಲ್ಲ, ಪುರಸಭೆ ಸದಸ್ಯನಾದ ನಂತರ ಬದಲಾದ ರಾಜಕೀಯ ಅವಕಾಶದಲ್ಲಿ ನಮ್ಮ ಸಮುದಾಯಕ್ಕೆ ಸುಮಾರು 63 ವರ್ಷಗಳ ನಂತರ ರಾಜಣ್ಣನವರ ನೆರವಿನಿಂದ ಅಧ್ಯಕ್ಷ ಸ್ಥಾನ ದೊರಕಿದೆ. (537, 1845, 784, 1923)
bjp-column-2 (1205, 1048, 1362, 1193)
bjp-headline (1040, 749, 1547, 814)
body-paragraph: ಮುಖ್ಯಮಂತ್ರಿ, ಜಿಲ್ಲಾ ಉಸ್ತುವಾರಿ ಸಚಿವರ ನೇತೃತ್ವದಲ್ಲಿ ನಡೆಯುವ ಉತ್ಸವಕ್ಕೆ ಎಲ್ಲರೂ ಸಹಕರಿಸಬೇಕು. ಬಿಜೆಪಿ ಈ ಕುರಿತು ರಾಜಕೀಯ ಮಾಡಬಾರದು ಎಂದರು. (1205, 1049, 1362, 1127)
masthead (872, 12, 1086, 65)
body-paragraph: ಈ ಬಾರಿಯ ಮಹೋತ್ಸವದಲ್ಲಿ ವಿಸರ್ಜನಾ ಮೆರವಣಿಗೆ ಹೆಜ್ಜೆ ಮೇಳ, ಡೊಳ್ಳು ಕುಣಿತ, ವೀರಗಾಸೆ, ಕಂಸಾಳೆ ಸೇರಿದಂತೆ ಜಾನಪದ ಕಲಾತಂಡಗಳು ಭಾಗವಹಿಸಲಿವೆ ಎಂದು ತಿಳಿಸಿದರು. (213, 1074, 389, 1151)
body-paragraph: ಭಕ್ತರು ಹೆಚ್ಚಿನ ಸಂಖ್ಯೆಯಲ್ಲಿ ಭಾಗವಹಿಸಬೇಕು ಎಂದು ಮನವಿ ಮಾಡಿದರು. (213, 1155, 389, 1184)
visarjana-right-column (568, 776, 775, 1065)
header-date-kn: ಗುರುವಾರ 04 ಸೆಪ್ಟೆಂಬರ್ 2025 (79, 42, 233, 58)
body-paragraph: ಜಿಲ್ಲೆಯಲ್ಲಿ ಮೇ ಅಂತ್ಯಕ್ಕೆ ಒಟ್ಟು 522 ಕಂದಾಯ ಗ್ರಾಮಗಳನ್ನು ಗುರುತಿಸಲಾಗಿದ್ದು, 521 ಗ್ರಾಮಗಳಿಗೆ ಪ್ರಾಥಮಿಕ ಅಧಿಸೂಚನೆ ಹೊರಡಿಸಲಾಗಿದೆ. ಇದರಲ್ಲಿ 472 ಗ್ರಾಮಗಳಿಗೆ ಅಂತಿಮ ಅಧಿಸೂಚನೆ ಹೊರಡಿಸಿ, 8056 ಹಕ್ಕು ಪತ್ರಗಳನ್ನು ವಿತರಿಸಲಾಗಿದೆ ಎಂದು ಮಾಹಿತಿ ನೀಡಿದರು. (543, 137, 775, 215)
body-paragraph: ಸರ್ಕಾರ ಆಯೋಜಿಸುವ ದಸರಾ ಉತ್ಸವದಲ್ಲಿ ಮಾನ್ಯತೆ ಪಡೆದ ಸಾಧಕರನ್ನು ಉದ್ಘಾಟಕರನ್ನಾಗಿ ಆಹ್ವಾನಿಸುವುದು ಬಗೆಗಿನ ಟೀಕೆಗಳು ಅರ್ಥಹೀನ ಎಂದು ಹೇಳಿದರು. (1040, 1049, 1196, 1111)
body-paragraph: ಅಯೋಜಕರ ಪರವಾಗಿ ಗಣ್ಯರು, ಪದಾಧಿಕಾರಿಗಳು, ವಿವಿಧ ಸಂಘಟನೆಗಳ ಮುಖಂಡರು ಸುದ್ದಿಗೋಷ್ಠಿಯಲ್ಲಿ ಉಪಸ್ಥಿತರಿದ್ದರು. (401, 1074, 577, 1135)
kavana-headline-line1: ತುಮಕೂರು ದಸರಾ (832, 752, 981, 779)
body-paragraph: 342 ಹಾಗೂ ತಿಂಗಳ ಒಳಗೆ ಇತ್ಯರ್ಥವಾಗಬೇಕಾದ ಪ್ರಕರಣಗಳ ಪಟ್ಟಿ ಸಿದ್ಧಪಡಿಸುವಂತೆ ಸೂಚಿಸಿದರು. (25, 569, 262, 599)
visarjana-column-1 (25, 1072, 201, 1444)
madhugiri-column-1 (25, 1513, 271, 2303)
print-registration-dot-yellow (1432, 2311, 1453, 2332)
print-registration-dot-cyan (1385, 2311, 1406, 2332)
